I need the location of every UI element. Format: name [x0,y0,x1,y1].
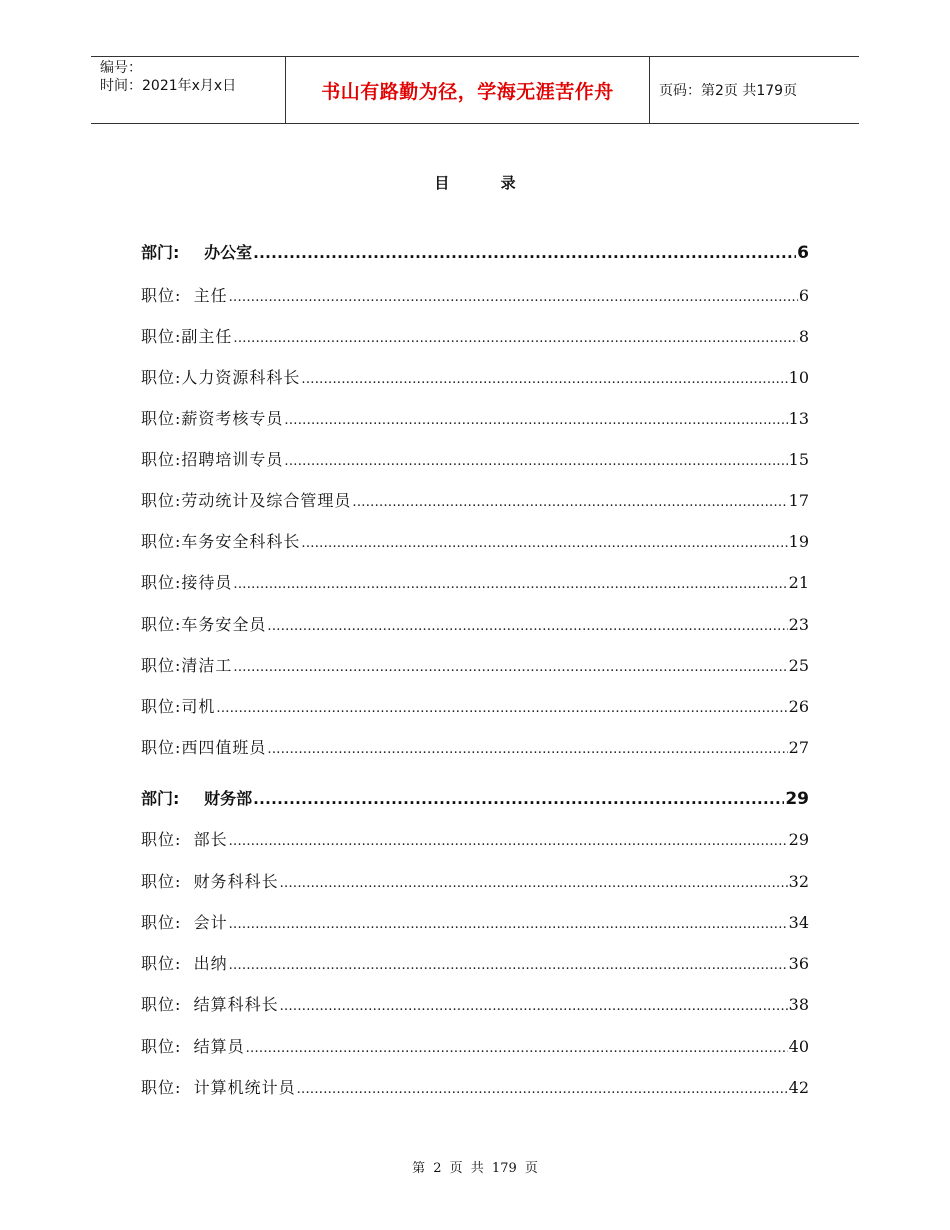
toc-dot-leader [233,331,797,346]
toc-page-number: 21 [788,573,809,592]
toc-entry-prefix: 职位: [141,830,182,849]
toc-dot-leader [267,742,787,757]
toc-entry-name: 财务科科长 [181,872,279,891]
toc-entry-label [141,283,228,306]
toc-dot-leader [301,536,787,551]
toc-entry-label [141,1034,245,1057]
toc-position-entry[interactable] [141,365,809,388]
toc-page-number: 19 [788,532,809,551]
toc-entry-label [141,827,228,850]
toc-position-entry[interactable] [141,283,809,306]
toc-entry-label [141,694,215,717]
toc-entry-prefix: 职位: [141,409,182,428]
toc-dot-leader [229,917,788,932]
toc-page-number: 29 [788,830,809,849]
toc-dot-leader [301,372,787,387]
toc-entry-name: 办公室 [193,243,253,262]
toc-entry-label [141,735,266,758]
toc-entry-label [141,529,300,552]
toc-department-entry[interactable] [141,786,809,809]
toc-position-entry[interactable] [141,447,809,470]
toc-entry-label [141,488,351,511]
toc-dot-leader [233,660,787,675]
toc-entry-name: 车务安全科科长 [181,532,301,551]
header-page-info: 页码：第2页 共179页 [659,83,798,99]
toc-dot-leader [216,701,787,716]
toc-entry-label [141,406,283,429]
toc-position-entry[interactable] [141,1034,809,1057]
toc-page-number: 42 [788,1078,809,1097]
toc-entry-prefix: 职位: [141,738,182,757]
toc-entry-name: 司机 [181,697,216,716]
toc-entry-prefix: 职位: [141,872,182,891]
toc-entry-label [141,240,252,263]
toc-entry-prefix: 职位: [141,368,182,387]
toc-page-number: 13 [788,409,809,428]
header-number-label: 编号： [100,60,142,76]
toc-position-entry[interactable] [141,910,809,933]
toc-page-number: 10 [788,368,809,387]
toc-entry-prefix: 职位: [141,656,182,675]
toc-position-entry[interactable] [141,992,809,1015]
toc-entry-label [141,869,279,892]
toc-entry-name: 招聘培训专员 [181,450,284,469]
toc-entry-label [141,951,228,974]
toc-page-number: 27 [788,738,809,757]
toc-dot-leader [297,1082,788,1097]
toc-entry-label [141,786,252,809]
toc-entry-name: 部长 [181,830,228,849]
toc-position-entry[interactable] [141,324,809,347]
toc-entry-prefix: 职位: [141,697,182,716]
toc-entry-label [141,910,228,933]
toc-dot-leader [280,876,788,891]
toc-entry-name: 计算机统计员 [181,1078,296,1097]
toc-position-entry[interactable] [141,735,809,758]
toc-entry-prefix: 部门: [141,243,180,262]
toc-entry-name: 财务部 [193,789,253,808]
toc-entry-name: 人力资源科科长 [181,368,301,387]
toc-position-entry[interactable] [141,529,809,552]
toc-title: 目 录 [434,174,516,192]
toc-page-number: 26 [788,697,809,716]
toc-entry-prefix: 职位: [141,327,182,346]
toc-page-number: 32 [788,872,809,891]
toc-dot-leader [229,958,788,973]
toc-entry-name: 副主任 [181,327,233,346]
toc-entry-prefix: 职位: [141,286,182,305]
toc-entry-prefix: 职位: [141,450,182,469]
toc-entry-prefix: 职位: [141,615,182,634]
toc-dot-leader [246,1041,788,1056]
toc-entry-prefix: 职位: [141,1037,182,1056]
toc-dot-leader [352,495,787,510]
header-meta [91,57,286,123]
toc-position-entry[interactable] [141,694,809,717]
toc-entry-prefix: 部门: [141,789,180,808]
toc-dot-leader [267,619,787,634]
toc-department-entry[interactable] [141,240,809,263]
toc-position-entry[interactable] [141,827,809,850]
toc-entry-prefix: 职位: [141,1078,182,1097]
toc-dot-leader [253,790,784,808]
toc-position-entry[interactable] [141,488,809,511]
toc-page-number: 40 [788,1037,809,1056]
toc-position-entry[interactable] [141,1075,809,1098]
toc-entry-name: 主任 [181,286,228,305]
toc-position-entry[interactable] [141,951,809,974]
toc-dot-leader [284,413,787,428]
toc-position-entry[interactable] [141,653,809,676]
toc-dot-leader [229,834,788,849]
toc-entry-label [141,612,266,635]
toc-position-entry[interactable] [141,869,809,892]
toc-page-number: 6 [798,286,809,305]
header-motto: 书山有路勤为径，学海无涯苦作舟 [286,57,650,123]
toc-entry-name: 出纳 [181,954,228,973]
toc-entry-label [141,447,283,470]
toc-entry-name: 接待员 [181,573,233,592]
toc-entry-prefix: 职位: [141,532,182,551]
toc-entry-prefix: 职位: [141,995,182,1014]
toc-entry-name: 西四值班员 [181,738,267,757]
toc-entry-name: 结算科科长 [181,995,279,1014]
toc-page-number: 17 [788,491,809,510]
toc-entry-prefix: 职位: [141,573,182,592]
toc-entry-label [141,365,300,388]
toc-dot-leader [253,244,796,262]
toc-entry-prefix: 职位: [141,491,182,510]
toc-dot-leader [284,454,787,469]
toc-entry-label [141,324,232,347]
toc-page-number: 34 [788,913,809,932]
header-time-label: 时间：2021年x月x日 [100,78,237,94]
toc-page-number: 8 [798,327,809,346]
toc-dot-leader [229,290,798,305]
toc-entry-label [141,653,232,676]
page-footer: 第 2 页 共 179 页 [412,1161,538,1176]
toc-page-number: 25 [788,656,809,675]
toc-page-number: 15 [788,450,809,469]
toc-entry-prefix: 职位: [141,954,182,973]
toc-page-number: 6 [797,243,809,263]
toc-position-entry[interactable] [141,570,809,593]
toc-entry-label [141,570,232,593]
toc-entry-label [141,1075,296,1098]
toc-page-number: 29 [785,789,809,809]
toc-position-entry[interactable] [141,406,809,429]
toc-entry-name: 劳动统计及综合管理员 [181,491,352,510]
toc-entry-label [141,992,279,1015]
toc-entry-name: 车务安全员 [181,615,267,634]
toc-entry-prefix: 职位: [141,913,182,932]
toc-page-number: 36 [788,954,809,973]
toc-position-entry[interactable] [141,612,809,635]
toc-dot-leader [233,577,787,592]
toc-entry-name: 薪资考核专员 [181,409,284,428]
toc-page-number: 23 [788,615,809,634]
toc-entry-name: 会计 [181,913,228,932]
toc-entry-name: 清洁工 [181,656,233,675]
toc-page-number: 38 [788,995,809,1014]
page-header [91,56,859,124]
toc-dot-leader [280,999,788,1014]
toc-entry-name: 结算员 [181,1037,245,1056]
